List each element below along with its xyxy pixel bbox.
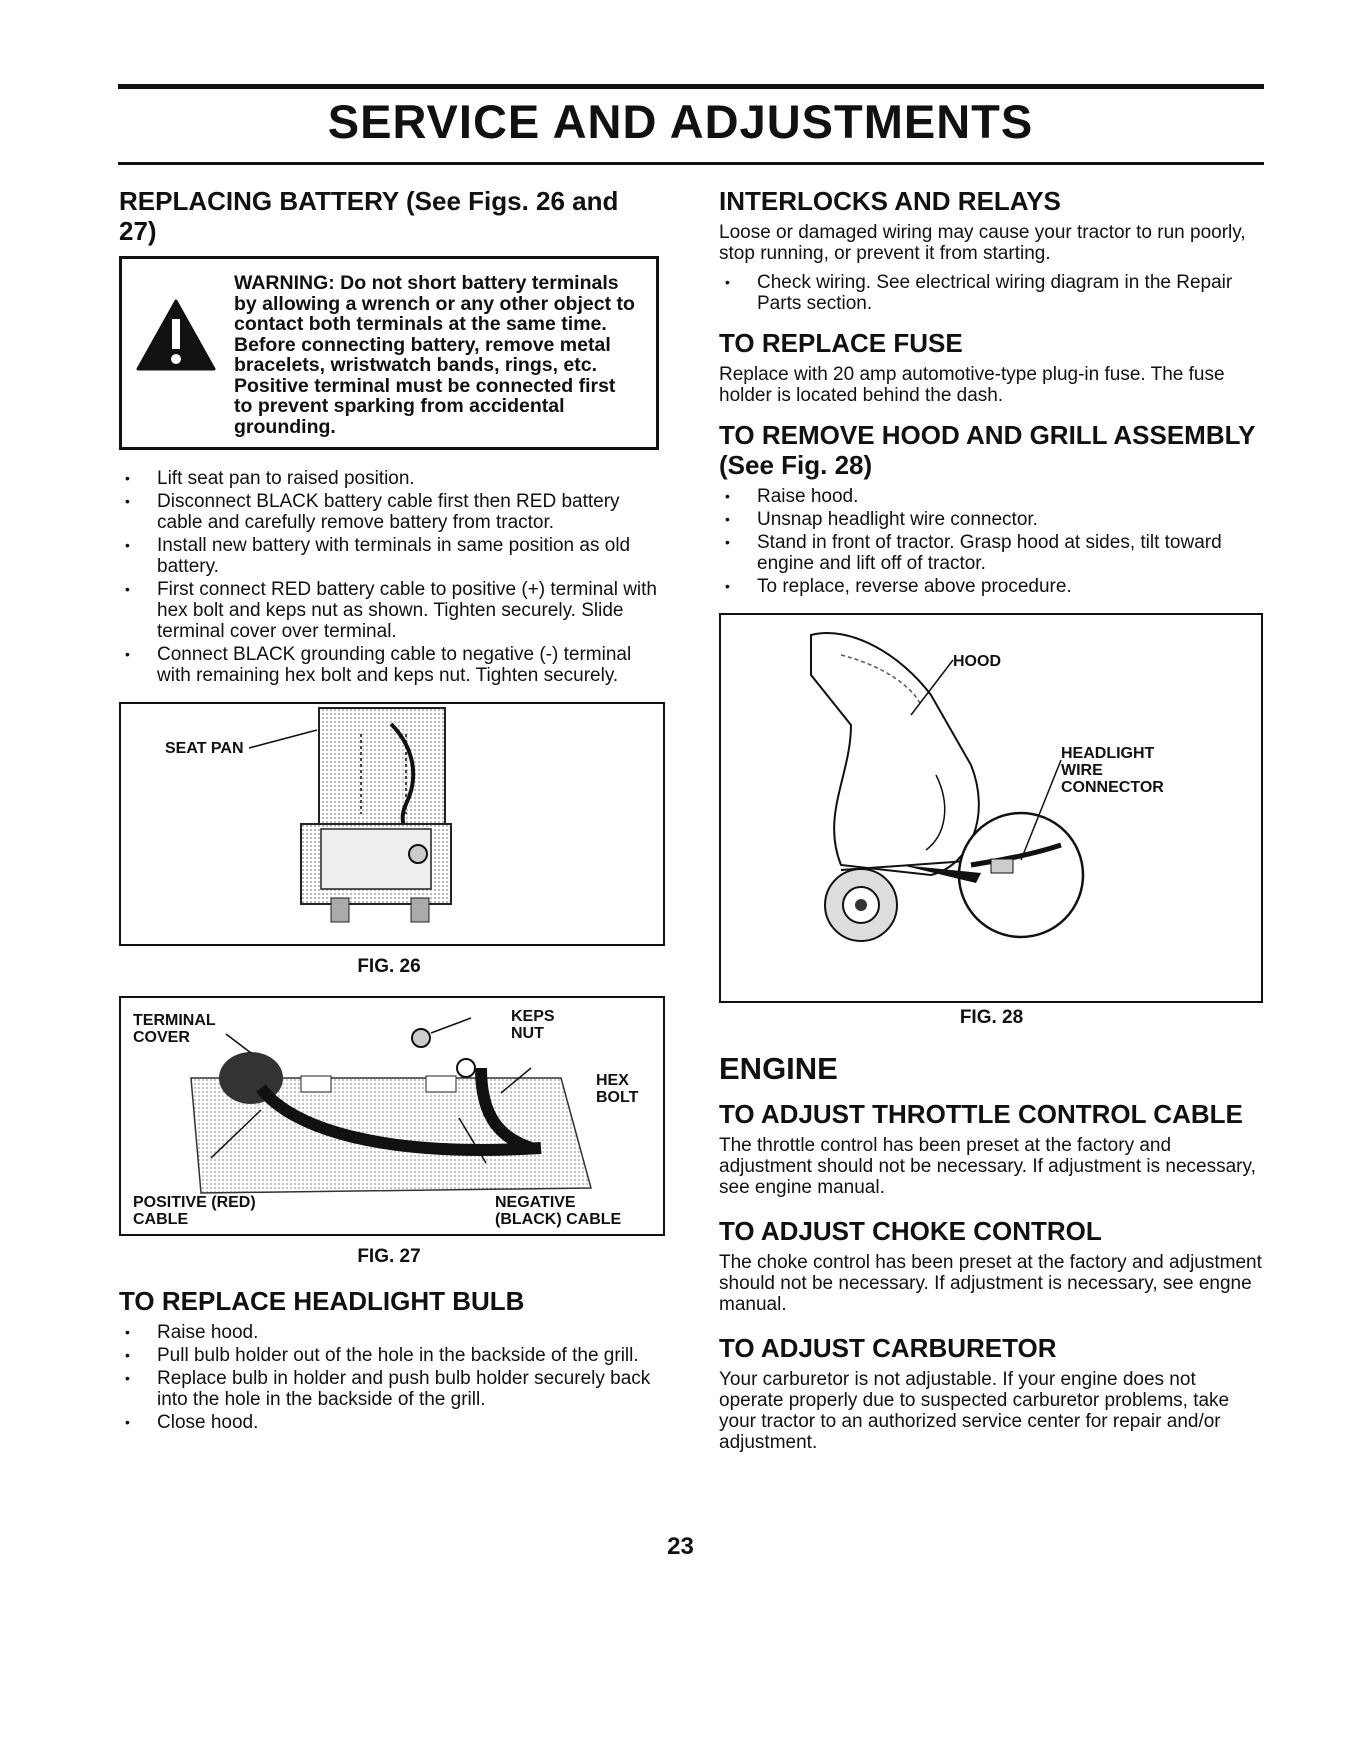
list-item: • Connect BLACK grounding cable to negative (-) terminal with remaining hex bolt and keps nut. Tighten securely. xyxy=(119,644,659,686)
list-item: • Check wiring. See electrical wiring diagram in the Repair Parts section. xyxy=(719,272,1264,314)
engine-heading: ENGINE xyxy=(719,1051,838,1086)
list-item: • Raise hood. xyxy=(719,486,1264,507)
label-headlight-wire-connector: HEADLIGHT WIRE CONNECTOR xyxy=(1061,745,1164,796)
left-column xyxy=(119,186,659,1441)
fig27-frame xyxy=(119,996,665,1236)
list-item: • Replace bulb in holder and push bulb holder securely back into the hole in the backside of the grill. xyxy=(119,1368,659,1410)
fuse-body: Replace with 20 amp automotive-type plug-in fuse. The fuse holder is located behind the dash. xyxy=(719,364,1225,406)
headlight-heading: TO REPLACE HEADLIGHT BULB xyxy=(119,1286,525,1316)
carburetor-heading: TO ADJUST CARBURETOR xyxy=(719,1333,1057,1363)
list-item: • Stand in front of tractor. Grasp hood at sides, tilt toward engine and lift off of tractor. xyxy=(719,532,1264,574)
hood-heading: TO REMOVE HOOD AND GRILL ASSEMBLY (See Fig. 28) xyxy=(719,420,1256,480)
list-item: • To replace, reverse above procedure. xyxy=(719,576,1264,597)
battery-steps xyxy=(119,468,659,686)
fig28-frame xyxy=(719,613,1263,1003)
hood-illustration xyxy=(721,615,1261,1001)
label-positive-cable: POSITIVE (RED) CABLE xyxy=(133,1194,256,1228)
list-item: • Pull bulb holder out of the hole in the backside of the grill. xyxy=(119,1345,659,1366)
page-number: 23 xyxy=(667,1533,694,1560)
throttle-body: The throttle control has been preset at the factory and adjustment should not be necessary. If adjustment is necessary, see engine manual. xyxy=(719,1135,1256,1198)
warning-text: WARNING: Do not short battery terminals by allowing a wrench or any other object to contact both terminals at the same time. Before connecting battery, remove metal bracelets, wristwatch bands, rings, etc. Positive terminal must be connected first to prevent sparking from accidental grounding. xyxy=(234,272,635,438)
throttle-heading: TO ADJUST THROTTLE CONTROL CABLE xyxy=(719,1099,1243,1129)
fig26-frame xyxy=(119,702,665,946)
choke-heading: TO ADJUST CHOKE CONTROL xyxy=(719,1216,1102,1246)
label-hex-bolt: HEX BOLT xyxy=(596,1072,639,1106)
interlocks-body: Loose or damaged wiring may cause your tractor to run poorly, stop running, or prevent it from starting. xyxy=(719,222,1246,264)
list-item: • Raise hood. xyxy=(119,1322,659,1343)
list-item: • Lift seat pan to raised position. xyxy=(119,468,659,489)
interlocks-heading: INTERLOCKS AND RELAYS xyxy=(719,186,1061,216)
label-terminal-cover: TERMINAL COVER xyxy=(133,1012,216,1046)
headlight-steps xyxy=(119,1322,659,1433)
choke-body: The choke control has been preset at the factory and adjustment should not be necessary. If adjustment is necessary, see engne manual. xyxy=(719,1252,1262,1315)
label-hood: HOOD xyxy=(953,653,1001,670)
list-item: • Install new battery with terminals in same position as old battery. xyxy=(119,535,659,577)
interlocks-steps xyxy=(719,272,1264,314)
title-rule xyxy=(118,162,1264,165)
list-item: • Disconnect BLACK battery cable first then RED battery cable and carefully remove battery from tractor. xyxy=(119,491,659,533)
right-column xyxy=(719,186,1264,1461)
carburetor-body: Your carburetor is not adjustable. If your engine does not operate properly due to suspected carburetor problems, take your tractor to an authorized service center for repair and/or adjustment. xyxy=(719,1369,1230,1453)
battery-heading: REPLACING BATTERY (See Figs. 26 and 27) xyxy=(119,186,619,246)
top-rule xyxy=(118,84,1264,89)
page-title: SERVICE AND ADJUSTMENTS xyxy=(327,95,1034,148)
fig27-caption: FIG. 27 xyxy=(357,1246,421,1267)
fuse-heading: TO REPLACE FUSE xyxy=(719,328,963,358)
list-item: • First connect RED battery cable to positive (+) terminal with hex bolt and keps nut as shown. Tighten securely. Slide terminal cover over terminal. xyxy=(119,579,659,642)
list-item: • Close hood. xyxy=(119,1412,659,1433)
warning-box xyxy=(119,256,659,450)
fig28-caption: FIG. 28 xyxy=(959,1007,1024,1028)
label-keps-nut: KEPS NUT xyxy=(511,1008,555,1042)
label-seat-pan: SEAT PAN xyxy=(165,740,244,757)
fig26-caption: FIG. 26 xyxy=(357,956,421,977)
list-item: • Unsnap headlight wire connector. xyxy=(719,509,1264,530)
warning-triangle-icon xyxy=(136,299,216,371)
hood-steps xyxy=(719,486,1264,597)
label-negative-cable: NEGATIVE (BLACK) CABLE xyxy=(495,1194,622,1228)
